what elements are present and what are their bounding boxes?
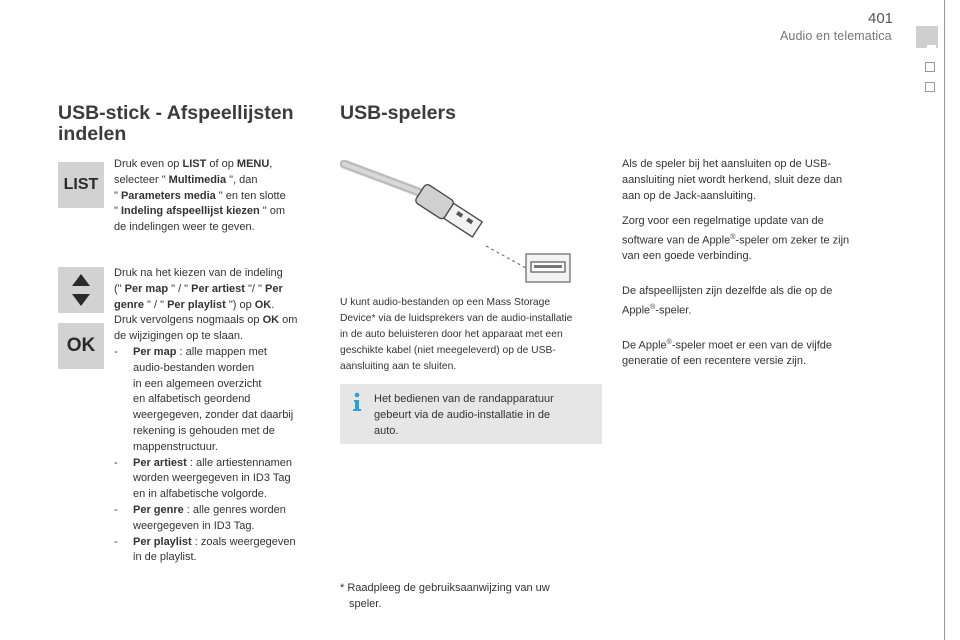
footnote: * Raadpleeg de gebruiksaanwijzing van uw speler. (340, 582, 550, 610)
left-heading: USB-stick - Afspeellijsten indelen (58, 102, 294, 145)
info-text: Het bedienen van de randapparatuur gebeurt via de audio-installatie in de auto. (374, 393, 554, 437)
right-para-2: Zorg voor een regelmatige update van de software van de Apple®-speler om zeker te zijn van een goede verbinding. (622, 215, 850, 263)
info-icon (350, 392, 364, 412)
middle-heading: USB-spelers (340, 102, 456, 124)
section-title: Audio en telematica (780, 29, 892, 43)
ok-button-label: OK (66, 335, 96, 356)
middle-body: U kunt audio-bestanden op een Mass Storage Device* via de luidsprekers van de audio-installatie in de auto beluisteren door het apparaat met een geschikte kabel (niet meegeleverd) op de USB- aansluiting aan te sluiten. (340, 297, 573, 372)
list-button-label: LIST (63, 176, 99, 193)
chapter-tab-outline-1 (925, 62, 935, 72)
bullet-per-map: - Per map : alle mappen met audio-bestanden worden in een algemeen overzicht en alfabetisch geordend weergegeven, zonder dat daarbij rekening is gehouden met de mappenstructuur. (114, 345, 294, 453)
page-number: 401 (868, 10, 894, 27)
up-down-arrows-icon (68, 270, 94, 310)
chapter-tab-outline-2 (925, 82, 935, 92)
margin-line (944, 0, 945, 640)
bullet-per-artiest: - Per artiest : alle artiestennamen worden weergegeven in ID3 Tag en in alfabetische volgorde. (114, 456, 292, 501)
right-para-4: De Apple®-speler moet er een van de vijfde generatie of een recentere versie zijn. (622, 339, 833, 368)
chapter-tab-marker (927, 45, 936, 54)
bullet-per-genre: - Per genre : alle genres worden weergegeven in ID3 Tag. (114, 503, 286, 532)
left-para-1: Druk even op LIST of op MENU, selecteer " Multimedia ", dan " Parameters media " en ten slotte " Indeling afspeellijst kiezen " om de indelingen weer te geven. (114, 158, 286, 234)
left-para-2: Druk na het kiezen van de indeling (" Per map " / " Per artiest "/ " Per genre " / " Per playlist ") op OK. Druk vervolgens nogmaals op OK om de wijzigingen op te slaan. - Per map : alle mappen met audio-bestanden worden in een algemeen overzicht en alfabetisch geordend weergegeven, zonder dat daarbij rekening is gehouden met de mappenstructuur. - Per artiest : alle artiestennamen worden weergegeven in ID3 Tag en in alfabetische volgorde. - Per genre : alle genres worden weergegeven in ID3 Tag. - Per playlist : zoals weergegeven in de playlist. (114, 266, 326, 566)
arrow-buttons-icon (58, 267, 104, 313)
bullet-per-playlist: - Per playlist : zoals weergegeven in de playlist. (114, 535, 296, 564)
right-para-1: Als de speler bij het aansluiten op de USB- aansluiting niet wordt herkend, sluit deze dan aan op de Jack-aansluiting. (622, 158, 843, 202)
right-para-3: De afspeellijsten zijn dezelfde als die op de Apple®-speler. (622, 285, 833, 317)
info-box (340, 384, 602, 444)
usb-cable-illustration (340, 160, 602, 286)
ok-button-icon (58, 323, 104, 369)
list-button-icon (58, 162, 104, 208)
